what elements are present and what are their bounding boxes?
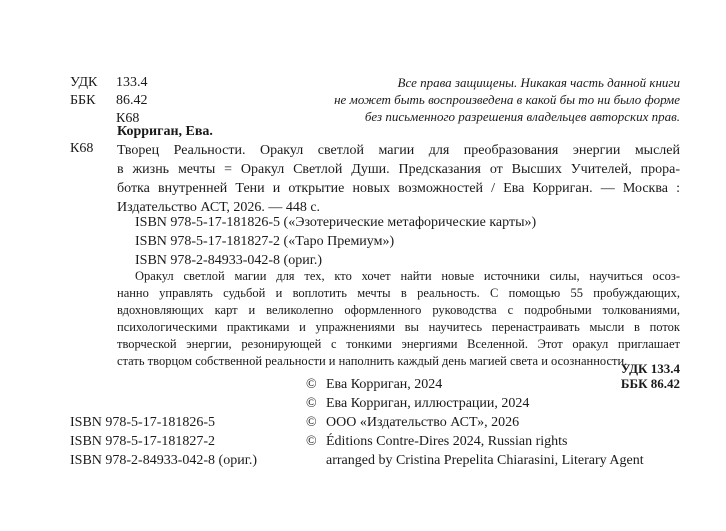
rights-notice — [334, 74, 680, 125]
annotation — [117, 268, 680, 370]
copyright-continuation: arranged by Cristina Prepelita Chiarasini, Literary Agent — [326, 453, 644, 468]
rights-line: не может быть воспроизведена в какой бы то ни было форме — [334, 92, 680, 107]
isbn-bottom-entry: ISBN 978-2-84933-042-8 (ориг.) — [70, 453, 258, 468]
copyright-block — [306, 375, 644, 470]
bbk-label: ББК — [70, 93, 96, 108]
udk-bold: УДК 133.4 — [620, 361, 680, 376]
annotation-line: стать творцом собственной реальности и наполнить каждый день магией света и осознанности. — [117, 354, 628, 368]
isbn-entry: ISBN 978-5-17-181826-5 («Эзотерические метафорические карты») — [135, 215, 537, 230]
annotation-line: нанно управлять судьбой и воплотить мечты в реальность. С помощью 55 пробуждающих, — [117, 286, 680, 300]
udk-row — [70, 74, 148, 92]
classification-block — [70, 74, 148, 128]
copyright-line — [306, 394, 644, 413]
rights-line: без письменного разрешения владельцев авторских прав. — [364, 109, 680, 124]
author-mark-code: К68 — [70, 141, 94, 156]
copyright-text: Ева Корриган, иллюстрации, 2024 — [326, 396, 530, 411]
copyright-symbol: © — [306, 434, 317, 449]
copyright-line — [306, 375, 644, 394]
description-line: в жизнь мечты = Оракул Светлой Души. Предсказания от Высших Учителей, прора- — [117, 162, 680, 177]
author-mark-value: К68 — [116, 111, 140, 126]
description-line: Издательство АСТ, 2026. — 448 с. — [117, 200, 321, 215]
copyright-symbol: © — [306, 415, 317, 430]
annotation-line: Оракул светлой магии для тех, кто хочет найти новые источники силы, научиться осоз- — [135, 269, 680, 283]
copyright-line — [306, 413, 644, 432]
isbn-bottom-entry: ISBN 978-5-17-181827-2 — [70, 434, 216, 449]
description-line: Творец Реальности. Оракул светлой магии для преобразования энергии мыслей — [117, 143, 680, 158]
copyright-line — [306, 432, 644, 451]
isbn-entry: ISBN 978-5-17-181827-2 («Таро Премиум») — [135, 234, 395, 249]
annotation-line: творческой энергии, резонирующей с тонкими энергиями Вселенной. Этот оракул приглашает — [117, 337, 680, 351]
isbn-entry: ISBN 978-2-84933-042-8 (ориг.) — [135, 253, 323, 268]
isbn-bottom-block — [70, 413, 257, 470]
rights-line: Все права защищены. Никакая часть данной книги — [397, 75, 680, 90]
bbk-bold: ББК 86.42 — [620, 376, 680, 391]
copyright-text: Éditions Contre-Dires 2024, Russian rights — [326, 434, 568, 449]
author-heading: Корриган, Ева. — [117, 124, 213, 139]
copyright-text: ООО «Издательство АСТ», 2026 — [326, 415, 520, 430]
copyright-symbol: © — [306, 396, 317, 411]
copyright-text: Ева Корриган, 2024 — [326, 377, 443, 392]
isbn-list — [135, 213, 536, 270]
udk-label: УДК — [70, 75, 98, 90]
udk-value: 133.4 — [116, 75, 148, 90]
copyright-symbol: © — [306, 377, 317, 392]
bbk-row — [70, 92, 148, 110]
description-line: ботка внутренней Тени и открытие новых возможностей / Ева Корриган. — Москва : — [117, 181, 680, 196]
annotation-line: вдохновляющих карт и великолепно оформленного руководства с подробными толкованиями, — [117, 303, 680, 317]
annotation-line: психологическими практиками и упражнениями вы научитесь перенастраивать мысли в поток — [117, 320, 680, 334]
bbk-value: 86.42 — [116, 93, 148, 108]
bibliographic-description — [117, 141, 680, 217]
isbn-bottom-entry: ISBN 978-5-17-181826-5 — [70, 415, 216, 430]
